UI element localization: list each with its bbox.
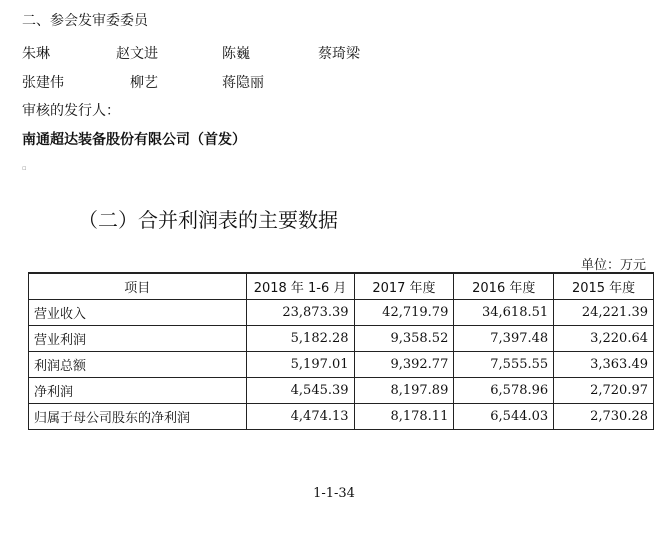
table-cell: 9,392.77 [354, 352, 454, 378]
committee-member: 蔡琦梁 [318, 46, 360, 62]
table-cell: 6,578.96 [454, 378, 554, 404]
committee-member: 柳艺 [130, 75, 158, 91]
column-header: 2016 年度 [454, 273, 554, 300]
column-header: 2017 年度 [354, 273, 454, 300]
bullet-dot-icon: ▫ [22, 164, 27, 172]
page-number: 1-1-34 [313, 486, 355, 501]
row-label: 归属于母公司股东的净利润 [29, 404, 247, 430]
section-title: （二）合并利润表的主要数据 [78, 208, 338, 232]
income-statement-table [28, 272, 654, 430]
row-label: 营业利润 [29, 326, 247, 352]
table-cell: 7,397.48 [454, 326, 554, 352]
issuer-name: 南通超达装备股份有限公司（首发） [22, 132, 246, 148]
issuer-label: 审核的发行人： [22, 103, 120, 119]
table-header-row [29, 273, 654, 300]
row-label: 营业收入 [29, 300, 247, 326]
table-row [29, 404, 654, 430]
table-cell: 5,182.28 [246, 326, 354, 352]
table-cell: 23,873.39 [246, 300, 354, 326]
column-header: 项目 [29, 273, 247, 300]
table-row [29, 352, 654, 378]
table-cell: 7,555.55 [454, 352, 554, 378]
table-cell: 9,358.52 [354, 326, 454, 352]
column-header: 2015 年度 [554, 273, 654, 300]
table-cell: 8,178.11 [354, 404, 454, 430]
table-cell: 2,720.97 [554, 378, 654, 404]
committee-member: 蒋隐丽 [222, 75, 264, 91]
table-cell: 4,474.13 [246, 404, 354, 430]
row-label: 利润总额 [29, 352, 247, 378]
table-cell: 4,545.39 [246, 378, 354, 404]
table-cell: 3,363.49 [554, 352, 654, 378]
table-cell: 42,719.79 [354, 300, 454, 326]
row-label: 净利润 [29, 378, 247, 404]
column-header: 2018 年 1-6 月 [246, 273, 354, 300]
unit-label: 单位：万元 [580, 258, 646, 273]
committee-member: 赵文进 [116, 46, 158, 62]
table-cell: 2,730.28 [554, 404, 654, 430]
committee-member: 朱琳 [22, 46, 50, 62]
table-cell: 8,197.89 [354, 378, 454, 404]
table-cell: 6,544.03 [454, 404, 554, 430]
table-cell: 24,221.39 [554, 300, 654, 326]
committee-member: 张建伟 [22, 75, 64, 91]
table-row [29, 378, 654, 404]
table-row [29, 326, 654, 352]
committee-member: 陈巍 [222, 46, 250, 62]
table-cell: 5,197.01 [246, 352, 354, 378]
table-cell: 34,618.51 [454, 300, 554, 326]
table-cell: 3,220.64 [554, 326, 654, 352]
section-heading-committee: 二、参会发审委委员 [22, 13, 148, 29]
table-row [29, 300, 654, 326]
